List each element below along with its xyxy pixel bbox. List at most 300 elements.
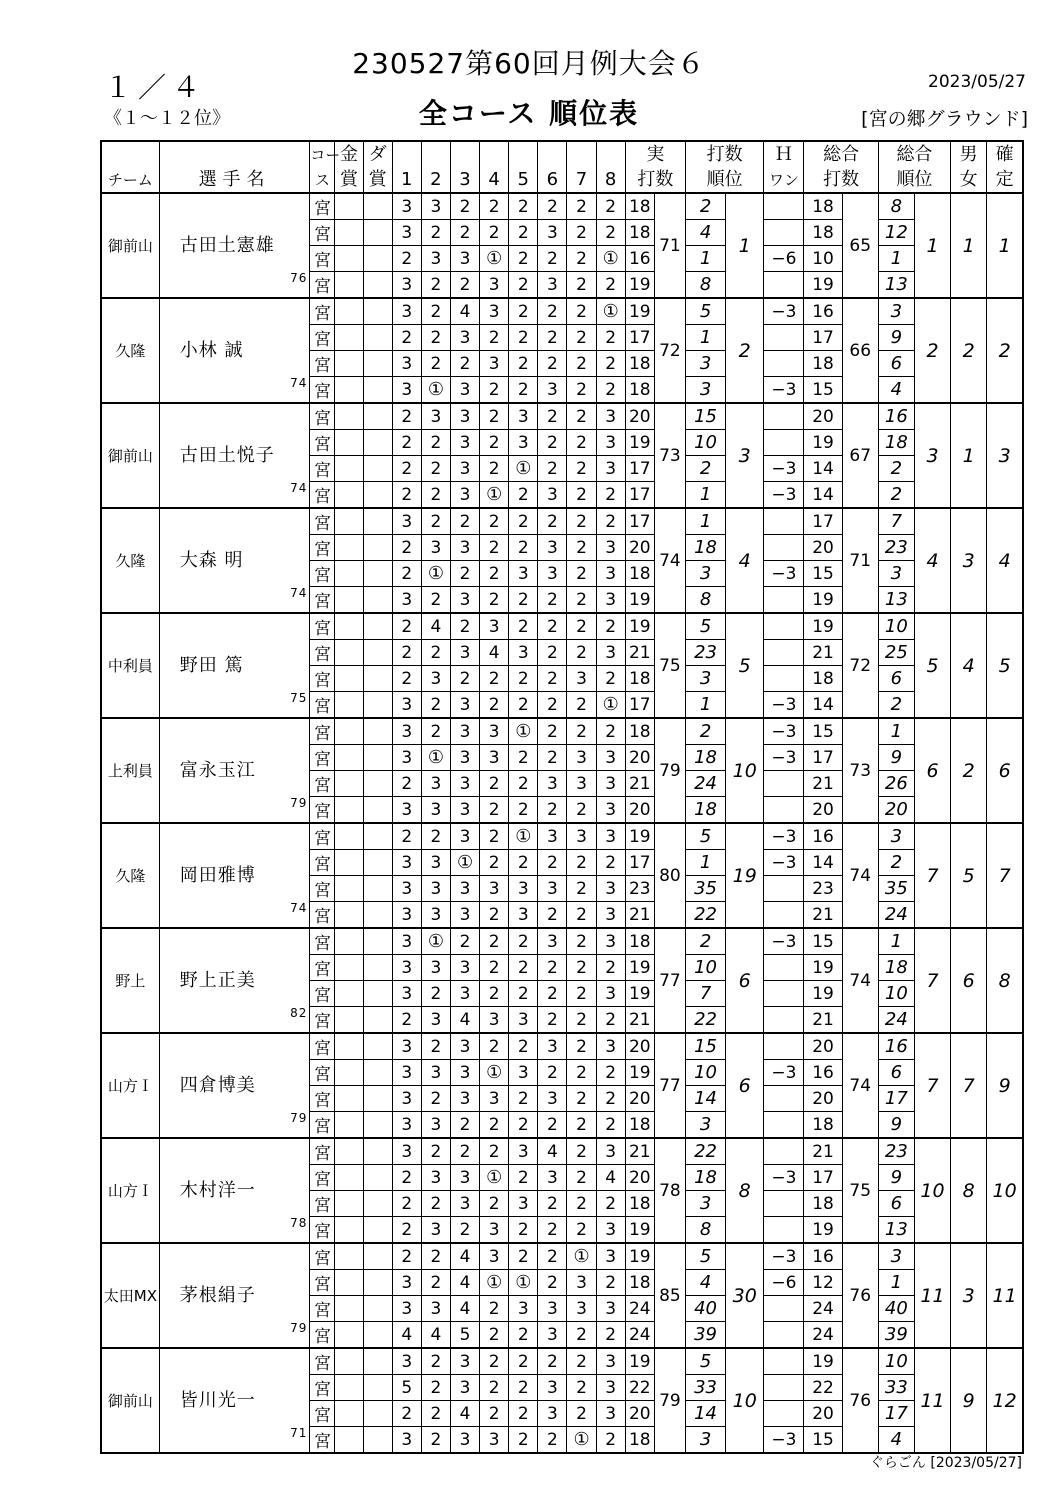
round-score: 19 bbox=[625, 272, 654, 299]
hole-score-4: 2 bbox=[480, 771, 509, 797]
round-rank: 3 bbox=[685, 561, 725, 587]
hole-score-7: 2 bbox=[567, 876, 596, 902]
hole-score-1: 3 bbox=[392, 981, 421, 1007]
round-rank: 4 bbox=[685, 1270, 725, 1296]
hole-score-4: 2 bbox=[480, 955, 509, 981]
gold-award bbox=[335, 1007, 363, 1034]
hole-in-one bbox=[764, 587, 804, 614]
hole-score-7: 3 bbox=[567, 1270, 596, 1296]
final-rank: 8 bbox=[987, 928, 1023, 1033]
hole-score-3: ① bbox=[450, 850, 479, 876]
gender-rank: 7 bbox=[951, 1033, 987, 1138]
hole-score-8: 3 bbox=[596, 1348, 625, 1375]
hole-in-one bbox=[764, 1322, 804, 1349]
hole-score-4: 3 bbox=[480, 1086, 509, 1112]
course: 宮 bbox=[310, 1165, 335, 1191]
hole-in-one bbox=[764, 1401, 804, 1427]
hole-score-8: 2 bbox=[596, 193, 625, 220]
round-total: 16 bbox=[804, 823, 842, 850]
hole-score-6: 2 bbox=[538, 430, 567, 456]
hole-in-one bbox=[764, 1007, 804, 1034]
round-total-rank: 33 bbox=[878, 1375, 914, 1401]
round-total: 20 bbox=[804, 1401, 842, 1427]
hole-score-1: 3 bbox=[392, 718, 421, 745]
hole-score-7: 2 bbox=[567, 640, 596, 666]
hole-score-8: 3 bbox=[596, 1033, 625, 1060]
hole-score-3: 2 bbox=[450, 193, 479, 220]
round-score: 17 bbox=[625, 482, 654, 509]
hole-score-4: ① bbox=[480, 482, 509, 509]
hole-score-5: 2 bbox=[509, 955, 538, 981]
round-score: 20 bbox=[625, 1086, 654, 1112]
hole-in-one: −3 bbox=[764, 928, 804, 955]
round-rank: 1 bbox=[685, 850, 725, 876]
hole-score-4: 2 bbox=[480, 1401, 509, 1427]
da-award bbox=[363, 220, 392, 246]
hole-score-4: 2 bbox=[480, 377, 509, 404]
gold-award bbox=[335, 272, 363, 299]
round-total: 15 bbox=[804, 1427, 842, 1454]
hole-score-4: 2 bbox=[480, 902, 509, 929]
hole-score-3: 4 bbox=[450, 1007, 479, 1034]
round-total-rank: 6 bbox=[878, 351, 914, 377]
round-score: 17 bbox=[625, 850, 654, 876]
hole-in-one bbox=[764, 1296, 804, 1322]
player-name: 皆川光一 bbox=[179, 1389, 256, 1411]
hole-score-4: 3 bbox=[480, 272, 509, 299]
hole-score-2: 2 bbox=[421, 1243, 450, 1270]
hole-score-7: 3 bbox=[567, 771, 596, 797]
round-total: 19 bbox=[804, 587, 842, 614]
hole-score-1: 3 bbox=[392, 1427, 421, 1454]
col-total: 総合 bbox=[804, 141, 878, 167]
round-score: 18 bbox=[625, 561, 654, 587]
round-total: 18 bbox=[804, 351, 842, 377]
da-award bbox=[363, 613, 392, 640]
da-award bbox=[363, 1138, 392, 1165]
hole-in-one: −3 bbox=[764, 482, 804, 509]
round-rank: 23 bbox=[685, 640, 725, 666]
hole-score-6: 3 bbox=[538, 876, 567, 902]
hole-score-3: 3 bbox=[450, 823, 479, 850]
hole-score-7: 2 bbox=[567, 298, 596, 325]
hole-in-one: −3 bbox=[764, 456, 804, 482]
hole-score-1: 2 bbox=[392, 771, 421, 797]
hole-score-7: 2 bbox=[567, 797, 596, 824]
table-row bbox=[101, 1348, 1023, 1375]
hole-score-4: 2 bbox=[480, 403, 509, 430]
round-total: 21 bbox=[804, 640, 842, 666]
da-award bbox=[363, 1217, 392, 1244]
round-rank: 3 bbox=[685, 377, 725, 404]
course: 宮 bbox=[310, 535, 335, 561]
course: 宮 bbox=[310, 718, 335, 745]
real-total: 73 bbox=[654, 403, 685, 508]
hole-score-3: 2 bbox=[450, 613, 479, 640]
course: 宮 bbox=[310, 298, 335, 325]
player-name: 古田土憲雄 bbox=[179, 234, 275, 256]
gold-award bbox=[335, 771, 363, 797]
da-award bbox=[363, 1270, 392, 1296]
round-total: 15 bbox=[804, 377, 842, 404]
strokes-rank: 5 bbox=[726, 613, 764, 718]
round-rank: 5 bbox=[685, 298, 725, 325]
course: 宮 bbox=[310, 640, 335, 666]
round-total-rank: 18 bbox=[878, 430, 914, 456]
gold-award bbox=[335, 561, 363, 587]
hole-score-5: 2 bbox=[509, 1243, 538, 1270]
hole-score-6: 2 bbox=[538, 456, 567, 482]
hole-score-7: 2 bbox=[567, 1401, 596, 1427]
col-total-rank: 総合 bbox=[878, 141, 950, 167]
hole-score-8: 3 bbox=[596, 902, 625, 929]
course: 宮 bbox=[310, 1348, 335, 1375]
round-total-rank: 2 bbox=[878, 482, 914, 509]
col-hole-6: 6 bbox=[538, 167, 567, 193]
strokes-rank: 10 bbox=[726, 718, 764, 823]
round-score: 18 bbox=[625, 220, 654, 246]
hole-score-5: 3 bbox=[509, 561, 538, 587]
course: 宮 bbox=[310, 325, 335, 351]
da-award bbox=[363, 797, 392, 824]
gold-award bbox=[335, 1191, 363, 1217]
da-award bbox=[363, 403, 392, 430]
player-age: 74 bbox=[290, 481, 308, 495]
course: 宮 bbox=[310, 666, 335, 692]
hole-score-1: 3 bbox=[392, 797, 421, 824]
course: 宮 bbox=[310, 1217, 335, 1244]
hole-score-7: 2 bbox=[567, 246, 596, 272]
hole-score-1: 3 bbox=[392, 902, 421, 929]
hole-in-one bbox=[764, 272, 804, 299]
final-rank: 4 bbox=[987, 508, 1023, 613]
round-total-rank: 1 bbox=[878, 718, 914, 745]
hole-score-3: 3 bbox=[450, 902, 479, 929]
hole-score-3: 2 bbox=[450, 272, 479, 299]
col-team: チーム bbox=[101, 167, 159, 193]
player-name-cell bbox=[159, 823, 310, 928]
hole-score-6: 2 bbox=[538, 666, 567, 692]
round-total-rank: 20 bbox=[878, 797, 914, 824]
round-score: 18 bbox=[625, 666, 654, 692]
round-total-rank: 2 bbox=[878, 692, 914, 719]
hole-score-7: 2 bbox=[567, 955, 596, 981]
round-rank: 1 bbox=[685, 246, 725, 272]
hole-score-4: 2 bbox=[480, 220, 509, 246]
round-score: 17 bbox=[625, 325, 654, 351]
overall-total: 74 bbox=[842, 1033, 878, 1138]
da-award bbox=[363, 246, 392, 272]
hole-score-5: 3 bbox=[509, 902, 538, 929]
hole-score-5: 2 bbox=[509, 981, 538, 1007]
hole-score-8: 3 bbox=[596, 876, 625, 902]
round-total-rank: 16 bbox=[878, 1033, 914, 1060]
hole-score-4: 2 bbox=[480, 666, 509, 692]
round-score: 19 bbox=[625, 981, 654, 1007]
gold-award bbox=[335, 1060, 363, 1086]
da-award bbox=[363, 272, 392, 299]
hole-in-one: −3 bbox=[764, 692, 804, 719]
col-hole-3: 3 bbox=[450, 167, 479, 193]
hole-score-8: 4 bbox=[596, 1165, 625, 1191]
col-gender: 男 bbox=[951, 141, 987, 167]
overall-total: 76 bbox=[842, 1348, 878, 1453]
round-rank: 10 bbox=[685, 955, 725, 981]
hole-score-7: 2 bbox=[567, 1375, 596, 1401]
final-rank: 7 bbox=[987, 823, 1023, 928]
hole-score-8: 2 bbox=[596, 1060, 625, 1086]
col-da: ダ bbox=[363, 141, 392, 167]
hole-score-1: 2 bbox=[392, 1243, 421, 1270]
hole-score-6: 3 bbox=[538, 1375, 567, 1401]
hole-score-6: 2 bbox=[538, 1217, 567, 1244]
hole-score-3: 4 bbox=[450, 1270, 479, 1296]
hole-score-4: 2 bbox=[480, 561, 509, 587]
table-row bbox=[101, 1033, 1023, 1060]
gold-award bbox=[335, 640, 363, 666]
round-score: 19 bbox=[625, 587, 654, 614]
gold-award bbox=[335, 351, 363, 377]
hole-score-5: 2 bbox=[509, 193, 538, 220]
real-total: 74 bbox=[654, 508, 685, 613]
player-name-cell bbox=[159, 718, 310, 823]
hole-score-4: 2 bbox=[480, 823, 509, 850]
course: 宮 bbox=[310, 351, 335, 377]
round-score: 17 bbox=[625, 508, 654, 535]
team-name: 御前山 bbox=[101, 1348, 159, 1453]
da-award bbox=[363, 351, 392, 377]
hole-score-4: ① bbox=[480, 1165, 509, 1191]
hole-score-8: 3 bbox=[596, 1138, 625, 1165]
hole-score-5: 2 bbox=[509, 272, 538, 299]
hole-score-8: ① bbox=[596, 298, 625, 325]
hole-score-8: 3 bbox=[596, 456, 625, 482]
course: 宮 bbox=[310, 1427, 335, 1454]
hole-score-4: 2 bbox=[480, 1375, 509, 1401]
da-award bbox=[363, 377, 392, 404]
hole-score-8: 3 bbox=[596, 928, 625, 955]
hole-score-1: 3 bbox=[392, 1348, 421, 1375]
gender-rank: 9 bbox=[951, 1348, 987, 1453]
gold-award bbox=[335, 1270, 363, 1296]
round-rank: 8 bbox=[685, 272, 725, 299]
round-total-rank: 40 bbox=[878, 1296, 914, 1322]
hole-score-2: 2 bbox=[421, 640, 450, 666]
course: 宮 bbox=[310, 272, 335, 299]
header-row-bottom: チーム 選手名 ス 賞 賞 1 2 3 4 5 6 7 8 打数 順位 ワン 打数 順位 女 定 bbox=[101, 167, 1023, 193]
hole-score-8: 3 bbox=[596, 1296, 625, 1322]
hole-in-one bbox=[764, 193, 804, 220]
hole-score-6: 2 bbox=[538, 850, 567, 876]
hole-score-8: 3 bbox=[596, 1375, 625, 1401]
hole-score-3: 3 bbox=[450, 482, 479, 509]
hole-score-7: 2 bbox=[567, 325, 596, 351]
player-name: 木村洋一 bbox=[179, 1179, 256, 1201]
hole-score-2: 2 bbox=[421, 220, 450, 246]
hole-score-2: 2 bbox=[421, 1033, 450, 1060]
hole-score-1: 2 bbox=[392, 482, 421, 509]
gold-award bbox=[335, 220, 363, 246]
hole-score-2: 2 bbox=[421, 718, 450, 745]
hole-score-3: 2 bbox=[450, 508, 479, 535]
hole-score-5: 2 bbox=[509, 1348, 538, 1375]
hole-score-6: 2 bbox=[538, 692, 567, 719]
course: 宮 bbox=[310, 1086, 335, 1112]
hole-in-one bbox=[764, 771, 804, 797]
round-rank: 5 bbox=[685, 613, 725, 640]
final-rank: 6 bbox=[987, 718, 1023, 823]
hole-score-5: ① bbox=[509, 823, 538, 850]
round-score: 20 bbox=[625, 403, 654, 430]
round-total: 18 bbox=[804, 193, 842, 220]
hole-score-3: 3 bbox=[450, 535, 479, 561]
round-total: 22 bbox=[804, 1375, 842, 1401]
gold-award bbox=[335, 325, 363, 351]
da-award bbox=[363, 482, 392, 509]
round-rank: 14 bbox=[685, 1401, 725, 1427]
gold-award bbox=[335, 482, 363, 509]
hole-score-8: 2 bbox=[596, 1191, 625, 1217]
round-score: 18 bbox=[625, 377, 654, 404]
hole-score-8: 3 bbox=[596, 430, 625, 456]
hole-score-3: 3 bbox=[450, 955, 479, 981]
round-rank: 3 bbox=[685, 666, 725, 692]
hole-score-2: 2 bbox=[421, 1427, 450, 1454]
course: 宮 bbox=[310, 876, 335, 902]
round-total-rank: 10 bbox=[878, 981, 914, 1007]
hole-in-one bbox=[764, 1138, 804, 1165]
da-award bbox=[363, 850, 392, 876]
hole-score-7: 2 bbox=[567, 718, 596, 745]
real-total: 75 bbox=[654, 613, 685, 718]
hole-score-4: 2 bbox=[480, 587, 509, 614]
hole-score-3: 3 bbox=[450, 718, 479, 745]
da-award bbox=[363, 955, 392, 981]
hole-score-5: 2 bbox=[509, 771, 538, 797]
team-name: 山方Ｉ bbox=[101, 1138, 159, 1243]
hole-score-1: 3 bbox=[392, 850, 421, 876]
round-total-rank: 9 bbox=[878, 1165, 914, 1191]
hole-score-2: 3 bbox=[421, 193, 450, 220]
gold-award bbox=[335, 298, 363, 325]
hole-score-6: 3 bbox=[538, 535, 567, 561]
hole-score-8: 3 bbox=[596, 1217, 625, 1244]
round-total: 21 bbox=[804, 1007, 842, 1034]
hole-score-4: ① bbox=[480, 246, 509, 272]
course: 宮 bbox=[310, 193, 335, 220]
team-name: 上利員 bbox=[101, 718, 159, 823]
player-name: 野田 篤 bbox=[179, 654, 244, 676]
hole-score-4: 2 bbox=[480, 1112, 509, 1139]
hole-score-4: 3 bbox=[480, 1243, 509, 1270]
hole-score-4: 3 bbox=[480, 1427, 509, 1454]
hole-score-5: 2 bbox=[509, 220, 538, 246]
gold-award bbox=[335, 1243, 363, 1270]
course: 宮 bbox=[310, 1375, 335, 1401]
hole-score-1: 2 bbox=[392, 325, 421, 351]
da-award bbox=[363, 640, 392, 666]
course: 宮 bbox=[310, 902, 335, 929]
course: 宮 bbox=[310, 456, 335, 482]
round-total: 18 bbox=[804, 1112, 842, 1139]
hole-score-5: 2 bbox=[509, 613, 538, 640]
hole-score-5: 2 bbox=[509, 508, 538, 535]
team-name: 中利員 bbox=[101, 613, 159, 718]
hole-score-1: 2 bbox=[392, 1007, 421, 1034]
strokes-rank: 1 bbox=[726, 193, 764, 298]
hole-score-1: 2 bbox=[392, 1165, 421, 1191]
hole-score-3: 3 bbox=[450, 692, 479, 719]
hole-score-4: ① bbox=[480, 1270, 509, 1296]
report-date: 2023/05/27 bbox=[928, 72, 1026, 92]
hole-score-6: 2 bbox=[538, 1007, 567, 1034]
hole-score-8: 2 bbox=[596, 1112, 625, 1139]
course: 宮 bbox=[310, 1296, 335, 1322]
round-total-rank: 6 bbox=[878, 666, 914, 692]
gold-award bbox=[335, 1427, 363, 1454]
col-h: Ｈ bbox=[764, 141, 804, 167]
gender-rank: 8 bbox=[951, 1138, 987, 1243]
player-name-cell bbox=[159, 508, 310, 613]
course: 宮 bbox=[310, 981, 335, 1007]
hole-score-7: 2 bbox=[567, 981, 596, 1007]
hole-score-8: 2 bbox=[596, 272, 625, 299]
hole-score-3: 3 bbox=[450, 1427, 479, 1454]
hole-score-3: 4 bbox=[450, 1243, 479, 1270]
hole-score-1: 2 bbox=[392, 456, 421, 482]
hole-in-one: −3 bbox=[764, 298, 804, 325]
round-total-rank: 3 bbox=[878, 1243, 914, 1270]
da-award bbox=[363, 718, 392, 745]
da-award bbox=[363, 535, 392, 561]
gold-award bbox=[335, 718, 363, 745]
overall-rank: 3 bbox=[914, 403, 950, 508]
hole-score-6: 2 bbox=[538, 325, 567, 351]
hole-score-6: 3 bbox=[538, 823, 567, 850]
hole-score-1: 2 bbox=[392, 561, 421, 587]
hole-score-6: 2 bbox=[538, 718, 567, 745]
da-award bbox=[363, 928, 392, 955]
col-strokes-rank: 打数 bbox=[685, 141, 763, 167]
hole-in-one bbox=[764, 955, 804, 981]
hole-score-7: 2 bbox=[567, 1165, 596, 1191]
hole-score-5: 2 bbox=[509, 246, 538, 272]
course: 宮 bbox=[310, 1401, 335, 1427]
course: 宮 bbox=[310, 745, 335, 771]
hole-score-7: 3 bbox=[567, 666, 596, 692]
hole-in-one bbox=[764, 1191, 804, 1217]
team-name: 野上 bbox=[101, 928, 159, 1033]
round-total: 10 bbox=[804, 246, 842, 272]
gold-award bbox=[335, 377, 363, 404]
round-rank: 7 bbox=[685, 981, 725, 1007]
round-total-rank: 3 bbox=[878, 823, 914, 850]
overall-rank: 11 bbox=[914, 1243, 950, 1348]
hole-score-2: 2 bbox=[421, 587, 450, 614]
round-score: 22 bbox=[625, 1375, 654, 1401]
round-total: 21 bbox=[804, 771, 842, 797]
hole-score-5: 2 bbox=[509, 666, 538, 692]
round-total-rank: 16 bbox=[878, 403, 914, 430]
hole-score-6: 2 bbox=[538, 955, 567, 981]
page-number: １／４ bbox=[104, 71, 207, 104]
hole-score-7: ① bbox=[567, 1427, 596, 1454]
overall-rank: 5 bbox=[914, 613, 950, 718]
hole-score-3: 3 bbox=[450, 587, 479, 614]
hole-score-5: ① bbox=[509, 718, 538, 745]
hole-score-1: 3 bbox=[392, 377, 421, 404]
hole-score-2: ① bbox=[421, 928, 450, 955]
